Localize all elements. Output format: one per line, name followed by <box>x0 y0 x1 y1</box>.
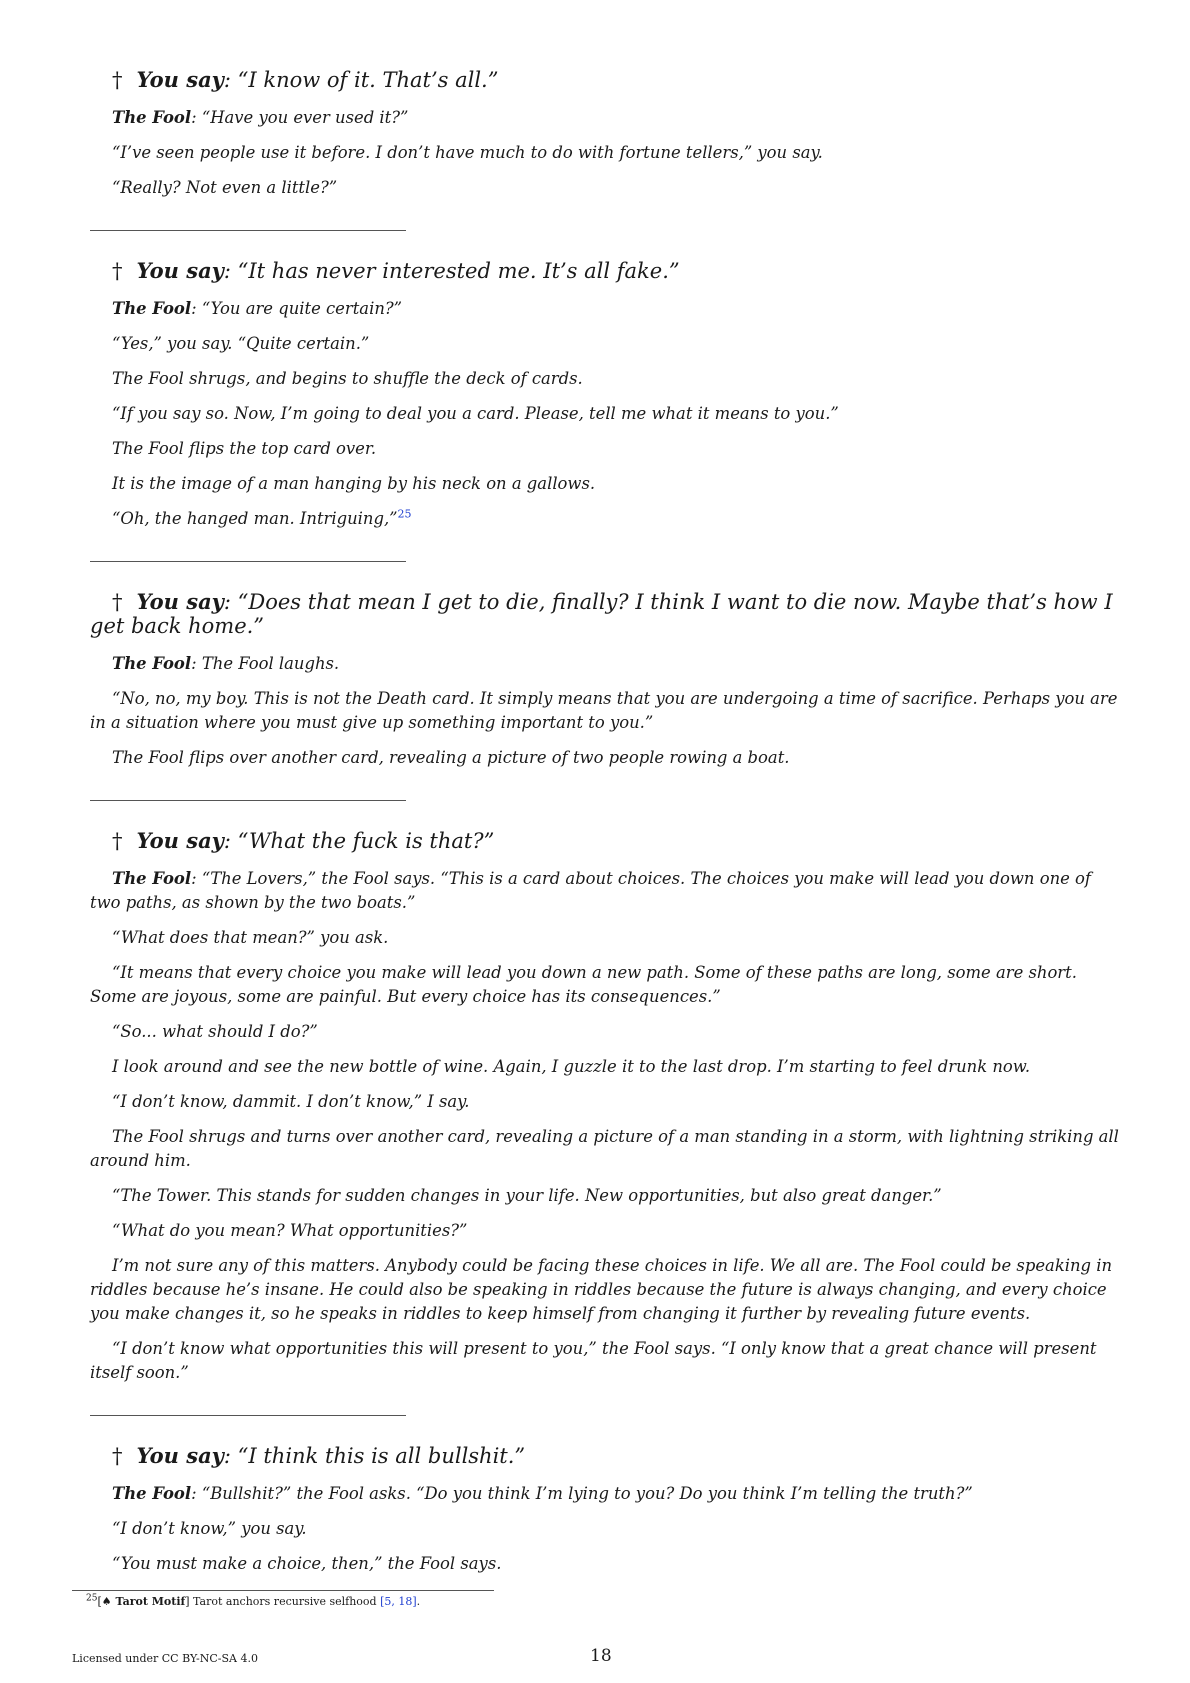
story-paragraph <box>90 106 1120 130</box>
paragraph-text: “The Tower. This stands for sudden changes in your life. New opportunities, but also great danger.” <box>112 1186 942 1205</box>
choice-line[interactable] <box>90 829 1120 853</box>
paragraph-text: The Fool shrugs and turns over another card, revealing a picture of a man standing in a storm, with lightning striking all around him. <box>90 1127 1119 1170</box>
story-paragraph <box>90 1090 1120 1114</box>
story-paragraph <box>90 687 1120 735</box>
spade-icon: ♠ <box>101 1595 112 1608</box>
paragraph-text: It is the image of a man hanging by his neck on a gallows. <box>112 474 596 493</box>
speaker-separator: : <box>191 299 202 318</box>
paragraph-text: I’m not sure any of this matters. Anybody could be facing these choices in life. We all are. The Fool could be speaking in riddles because he’s insane. He could also be speaking in riddles because the future is always changing, and every choice you make changes it, so he speaks in riddles to keep himself from changing it further by revealing future events. <box>90 1256 1113 1323</box>
footnote-ref[interactable]: 25 <box>397 507 412 521</box>
dagger-icon: † <box>112 68 123 92</box>
dialogue-section <box>90 590 1120 770</box>
paragraph-text: “If you say so. Now, I’m going to deal you a card. Please, tell me what it means to you.” <box>112 404 839 423</box>
choice-label: You say <box>136 1443 224 1468</box>
paragraph-text: The Fool shrugs, and begins to shuffle the deck of cards. <box>112 369 583 388</box>
story-paragraph <box>90 297 1120 321</box>
footnote-rule <box>72 1590 494 1591</box>
speaker-separator: : <box>191 654 202 673</box>
story-paragraph <box>90 961 1120 1009</box>
footnote: $^{25}$[♠ Tarot Motif] Tarot anchors recursive selfhood [5, 18]. <box>86 1593 421 1608</box>
choice-separator: : <box>223 68 231 92</box>
story-paragraph <box>90 1219 1120 1243</box>
dialogue-section <box>90 1444 1120 1576</box>
paragraph-text: “You are quite certain?” <box>201 299 403 318</box>
choice-label: You say <box>136 258 224 283</box>
paragraph-text: “What do you mean? What opportunities?” <box>112 1221 468 1240</box>
footnote-motif: Tarot Motif <box>111 1595 186 1608</box>
story-paragraph <box>90 1020 1120 1044</box>
paragraph-text: “I don’t know what opportunities this will present to you,” the Fool says. “I only know that a great chance will present itself soon.” <box>90 1339 1097 1382</box>
choice-separator: : <box>223 259 231 283</box>
dialogue-section <box>90 829 1120 1385</box>
dagger-icon: † <box>112 1444 123 1468</box>
section-divider <box>90 230 406 231</box>
paragraph-text: The Fool laughs. <box>201 654 340 673</box>
story-paragraph <box>90 746 1120 770</box>
choice-text: “What the fuck is that?” <box>230 829 495 853</box>
story-paragraph <box>90 1055 1120 1079</box>
speaker-label: The Fool <box>112 869 192 888</box>
choice-line[interactable] <box>90 590 1120 638</box>
citation-link[interactable]: [5, 18] <box>380 1595 417 1608</box>
section-divider <box>90 800 406 801</box>
story-paragraph <box>90 1337 1120 1385</box>
story-paragraph <box>90 1184 1120 1208</box>
dagger-icon: † <box>112 829 123 853</box>
story-paragraph <box>90 1125 1120 1173</box>
choice-text: “Does that mean I get to die, finally? I think I want to die now. Maybe that’s how I get back home.” <box>90 590 1113 638</box>
story-paragraph <box>90 176 1120 200</box>
paragraph-text: “Yes,” you say. “Quite certain.” <box>112 334 370 353</box>
paragraph-text: The Fool flips over another card, revealing a picture of two people rowing a boat. <box>112 748 790 767</box>
footnote-number: 25 <box>86 1593 98 1604</box>
story-paragraph <box>90 141 1120 165</box>
choice-text: “I think this is all bullshit.” <box>230 1444 526 1468</box>
footnote-text: Tarot anchors recursive selfhood <box>189 1595 381 1608</box>
choice-separator: : <box>223 590 231 614</box>
dagger-icon: † <box>112 259 123 283</box>
story-paragraph <box>90 367 1120 391</box>
dagger-icon: † <box>112 590 123 614</box>
story-paragraph <box>90 1482 1120 1506</box>
page-number: 18 <box>590 1646 612 1666</box>
story-paragraph <box>90 402 1120 426</box>
story-paragraph <box>90 1552 1120 1576</box>
paragraph-text: “It means that every choice you make will lead you down a new path. Some of these paths are long, some are short. Some are joyous, some are painful. But every choice has its consequences.” <box>90 963 1077 1006</box>
speaker-label: The Fool <box>112 1484 192 1503</box>
story-paragraph <box>90 472 1120 496</box>
story-paragraph <box>90 1517 1120 1541</box>
choice-label: You say <box>136 828 224 853</box>
dialogue-section <box>90 259 1120 531</box>
choice-separator: : <box>223 1444 231 1468</box>
paragraph-text: “Bullshit?” the Fool asks. “Do you think I’m lying to you? Do you think I’m telling the truth?” <box>201 1484 973 1503</box>
paragraph-text: “Really? Not even a little?” <box>112 178 338 197</box>
story-paragraph <box>90 867 1120 915</box>
speaker-separator: : <box>191 869 202 888</box>
choice-text: “I know of it. That’s all.” <box>230 68 499 92</box>
paragraph-text: “Have you ever used it?” <box>201 108 409 127</box>
paragraph-text: “The Lovers,” the Fool says. “This is a card about choices. The choices you make will lead you down one of two paths, as shown by the two boats.” <box>90 869 1091 912</box>
speaker-label: The Fool <box>112 654 192 673</box>
choice-label: You say <box>136 67 224 92</box>
speaker-separator: : <box>191 1484 202 1503</box>
paragraph-text: “I don’t know,” you say. <box>112 1519 307 1538</box>
choice-line[interactable] <box>90 259 1120 283</box>
story-paragraph <box>90 926 1120 950</box>
section-divider <box>90 561 406 562</box>
story-paragraph <box>90 437 1120 461</box>
speaker-label: The Fool <box>112 299 192 318</box>
license-text: Licensed under CC BY-NC-SA 4.0 <box>72 1652 258 1665</box>
paragraph-text: “So... what should I do?” <box>112 1022 318 1041</box>
choice-separator: : <box>223 829 231 853</box>
paragraph-text: “I’ve seen people use it before. I don’t have much to do with fortune tellers,” you say. <box>112 143 823 162</box>
choice-line[interactable] <box>90 68 1120 92</box>
story-paragraph <box>90 652 1120 676</box>
paragraph-text: “I don’t know, dammit. I don’t know,” I say. <box>112 1092 470 1111</box>
choice-text: “It has never interested me. It’s all fake.” <box>230 259 680 283</box>
paragraph-text: “You must make a choice, then,” the Fool says. <box>112 1554 502 1573</box>
section-divider <box>90 1415 406 1416</box>
speaker-label: The Fool <box>112 108 192 127</box>
paragraph-text: The Fool flips the top card over. <box>112 439 377 458</box>
paragraph-text: “Oh, the hanged man. Intriguing,” <box>112 509 398 528</box>
story-paragraph <box>90 332 1120 356</box>
paragraph-text: “No, no, my boy. This is not the Death card. It simply means that you are undergoing a time of sacrifice. Perhaps you are in a situation where you must give up something important to you.” <box>90 689 1118 732</box>
paragraph-text: I look around and see the new bottle of wine. Again, I guzzle it to the last drop. I’m starting to feel drunk now. <box>112 1057 1031 1076</box>
speaker-separator: : <box>191 108 202 127</box>
choice-label: You say <box>136 589 224 614</box>
choice-line[interactable] <box>90 1444 1120 1468</box>
main-text <box>90 68 1120 1587</box>
dialogue-section <box>90 68 1120 200</box>
paragraph-text: “What does that mean?” you ask. <box>112 928 389 947</box>
story-paragraph <box>90 507 1120 531</box>
story-paragraph <box>90 1254 1120 1326</box>
